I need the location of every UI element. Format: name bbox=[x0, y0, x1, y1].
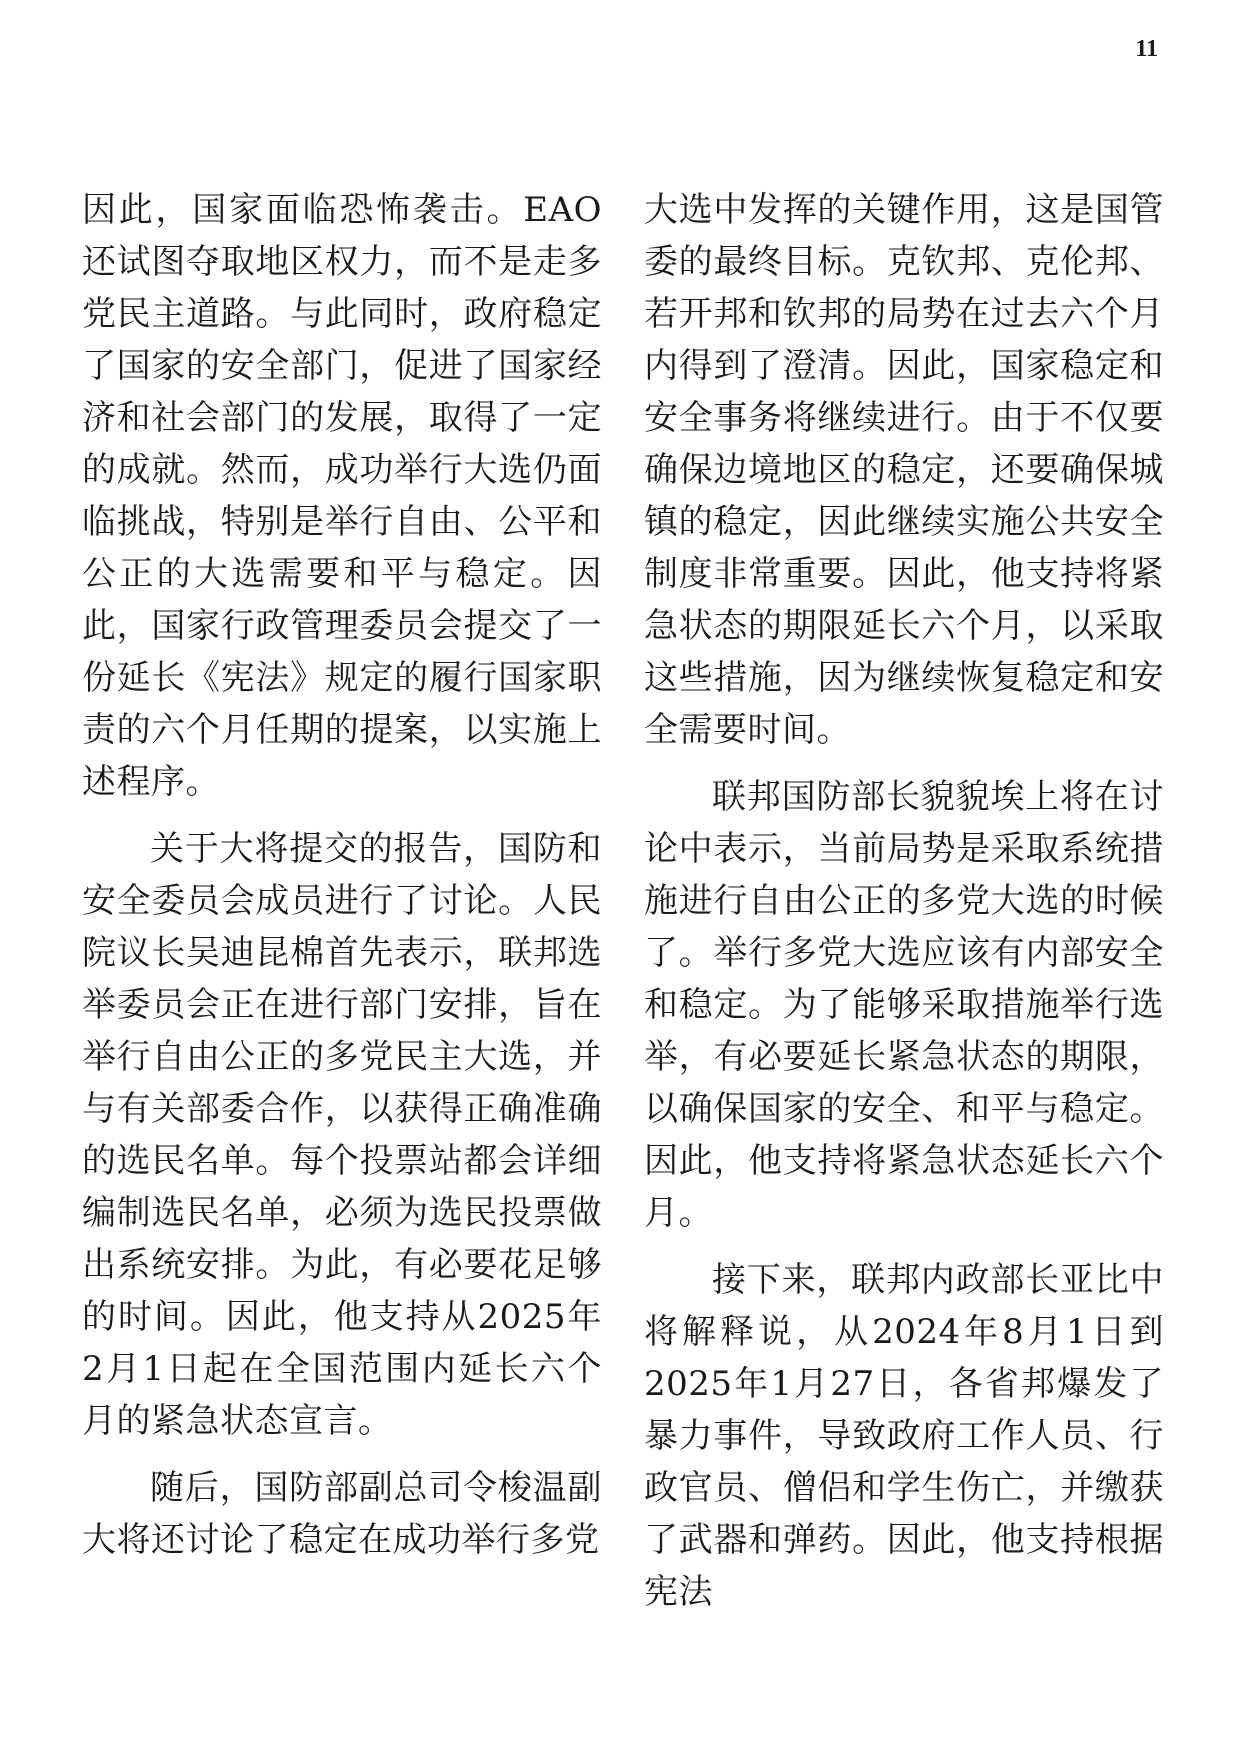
paragraph: 接下来，联邦内政部长亚比中将解释说，从2024年8月1日到2025年1月27日，各省邦爆发了暴力事件，导致政府工作人员、行政官员、僧侣和学生伤亡，并缴获了武器和弹药。因此，他支持根据宪法 bbox=[644, 1260, 1164, 1612]
paragraph: 大选中发挥的关键作用，这是国管委的最终目标。克钦邦、克伦邦、若开邦和钦邦的局势在过去六个月内得到了澄清。因此，国家稳定和安全事务将继续进行。由于不仅要确保边境地区的稳定，还要确保城镇的稳定，因此继续实施公共安全制度非常重要。因此，他支持将紧急状态的期限延长六个月，以采取这些措施，因为继续恢复稳定和安全需要时间。 bbox=[644, 190, 1164, 750]
right-column bbox=[644, 184, 1164, 1633]
paragraph: 因此，国家面临恐怖袭击。EAO还试图夺取地区权力，而不是走多党民主道路。与此同时，政府稳定了国家的安全部门，促进了国家经济和社会部门的发展，取得了一定的成就。然而，成功举行大选仍面临挑战，特别是举行自由、公平和公正的大选需要和平与稳定。因此，国家行政管理委员会提交了一份延长《宪法》规定的履行国家职责的六个月任期的提案，以实施上述程序。 bbox=[82, 190, 602, 802]
paragraph: 联邦国防部长貌貌埃上将在讨论中表示，当前局势是采取系统措施进行自由公正的多党大选的时候了。举行多党大选应该有内部安全和稳定。为了能够采取措施举行选举，有必要延长紧急状态的期限，以确保国家的安全、和平与稳定。因此，他支持将紧急状态延长六个月。 bbox=[644, 777, 1164, 1233]
paragraph: 关于大将提交的报告，国防和安全委员会成员进行了讨论。人民院议长吴迪昆棉首先表示，联邦选举委员会正在进行部门安排，旨在举行自由公正的多党民主大选，并与有关部委合作，以获得正确准确的选民名单。每个投票站都会详细编制选民名单，必须为选民投票做出系统安排。为此，有必要花足够的时间。因此，他支持从2025年2月1日起在全国范围内延长六个月的紧急状态宣言。 bbox=[82, 829, 602, 1441]
paragraph: 随后，国防部副总司令梭温副大将还讨论了稳定在成功举行多党 bbox=[82, 1468, 602, 1560]
left-column bbox=[82, 184, 602, 1581]
page-number: 11 bbox=[1135, 36, 1158, 62]
